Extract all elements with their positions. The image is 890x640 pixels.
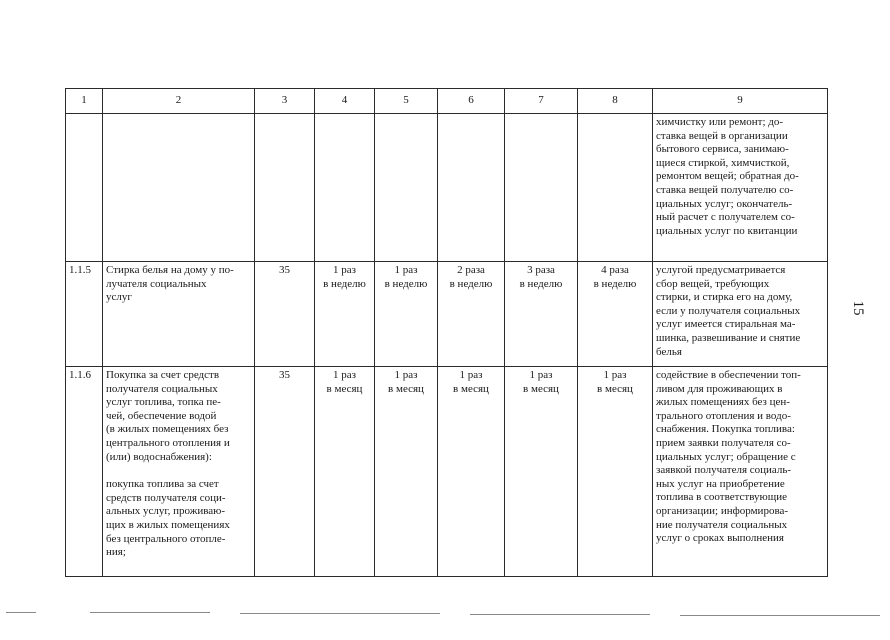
- description-cell: содействие в обеспечении топ- ливом для проживающих в жилых помещениях без цен- трального отопления и водо- снабжения. Покупка топлива: прием заявки получателя со- циальных услуг; обращение с заявкой получателя социаль- ных услуг на приобретение топлива в соответствующие организации; информирова- ние получателя социальных услуг о сроках выполнения: [653, 367, 828, 577]
- frequency-cell: 1 раз в месяц: [375, 367, 438, 577]
- frequency-cell: 2 раза в неделю: [438, 262, 505, 367]
- empty-cell: [375, 114, 438, 262]
- service-name-cell: [103, 367, 255, 577]
- empty-cell: [578, 114, 653, 262]
- header-cell: 6: [438, 89, 505, 114]
- scan-artifact: [240, 613, 440, 614]
- description-cell: химчистку или ремонт; до- ставка вещей в организации бытового сервиса, занимаю- щиеся стиркой, химчисткой, ремонтом вещей; обратная до- ставка вещей получателю со- циальных услуг; окончатель- ный расчет с получателем со- циальных услуг по квитанции: [653, 114, 828, 262]
- time-norm: 35: [255, 262, 315, 367]
- page-number: 15: [850, 300, 866, 316]
- frequency-cell: 1 раз в неделю: [375, 262, 438, 367]
- service-name: Покупка за счет средств получателя социальных услуг топлива, топка пе- чей, обеспечение водой (в жилых помещениях без центрального отопления и (или) водоснабжения):: [106, 369, 230, 463]
- frequency-cell: 4 раза в неделю: [578, 262, 653, 367]
- empty-cell: [315, 114, 375, 262]
- description-cell: услугой предусматривается сбор вещей, требующих стирки, и стирка его на дому, если у получателя социальных услуг имеется стиральная ма- шинка, развешивание и снятие белья: [653, 262, 828, 367]
- header-cell: 7: [505, 89, 578, 114]
- header-cell: 2: [103, 89, 255, 114]
- services-table: [65, 88, 828, 577]
- frequency-cell: 1 раз в месяц: [505, 367, 578, 577]
- table-row-1-1-5: [66, 262, 828, 367]
- header-cell: 9: [653, 89, 828, 114]
- empty-cell: [255, 114, 315, 262]
- empty-cell: [103, 114, 255, 262]
- frequency-cell: 1 раз в неделю: [315, 262, 375, 367]
- frequency-cell: 1 раз в месяц: [578, 367, 653, 577]
- frequency-cell: 3 раза в неделю: [505, 262, 578, 367]
- time-norm: 35: [255, 367, 315, 577]
- header-cell: 5: [375, 89, 438, 114]
- header-cell: 8: [578, 89, 653, 114]
- scan-artifact: [680, 615, 880, 616]
- table-row-1-1-6: [66, 367, 828, 577]
- empty-cell: [505, 114, 578, 262]
- frequency-cell: 1 раз в месяц: [438, 367, 505, 577]
- empty-cell: [66, 114, 103, 262]
- header-cell: 1: [66, 89, 103, 114]
- service-subitem: покупка топлива за счет средств получателя соци- альных услуг, проживаю- щих в жилых помещениях без центрального отопле- ния;: [106, 478, 230, 559]
- table-header-row: [66, 89, 828, 114]
- service-name: Стирка белья на дому у по- лучателя социальных услуг: [103, 262, 255, 367]
- empty-cell: [438, 114, 505, 262]
- header-cell: 3: [255, 89, 315, 114]
- item-number: 1.1.5: [66, 262, 103, 367]
- scan-artifact: [90, 612, 210, 613]
- scan-artifact: [6, 612, 36, 613]
- frequency-cell: 1 раз в месяц: [315, 367, 375, 577]
- header-cell: 4: [315, 89, 375, 114]
- table-row-continued: [66, 114, 828, 262]
- item-number: 1.1.6: [66, 367, 103, 577]
- scan-artifact: [470, 614, 650, 615]
